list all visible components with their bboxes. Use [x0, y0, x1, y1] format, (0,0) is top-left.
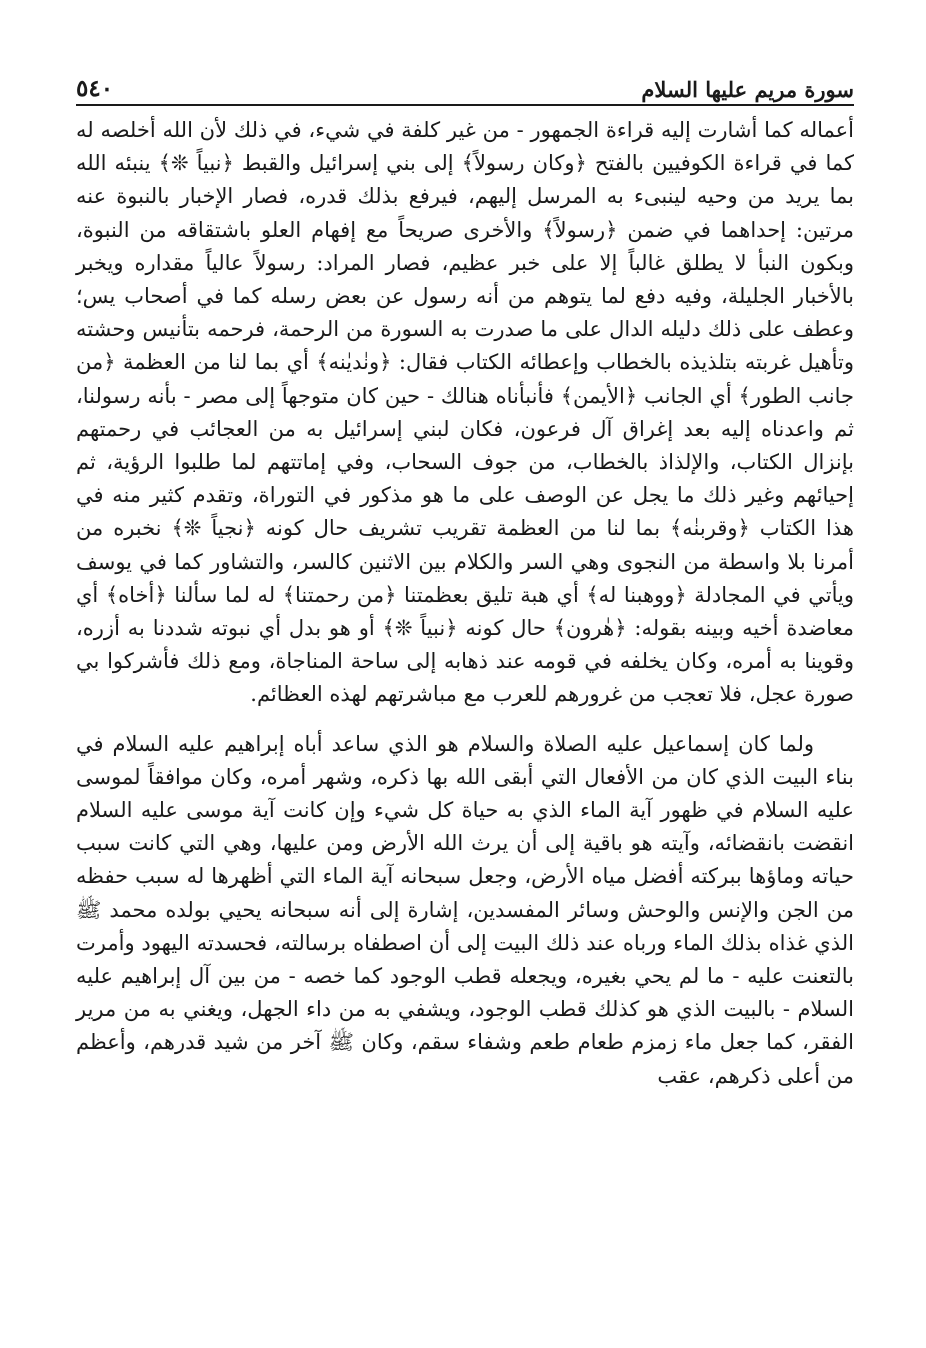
paragraph-2: ولما كان إسماعيل عليه الصلاة والسلام هو الذي ساعد أباه إبراهيم عليه السلام في بناء البيت الذي كان من الأفعال التي أبقى الله بها ذكره، وشهر أمره، وكان موافقاً لموسى عليه السلام في ظهور آية الماء الذي به حياة كل شيء وإن كانت آية موسى عليه السلام انقضت بانقضائه، وآيته هو باقية إلى أن يرث الله الأرض ومن عليها، وهي التي كانت سبب حياته وماؤها ببركته أفضل مياه الأرض، وجعل سبحانه آية الماء التي أظهرها له سبب حفظه من الجن والإنس والوحش وسائر المفسدين، إشارة إلى أنه سبحانه يحيي بولده محمد ﷺ الذي غذاه بذلك الماء ورباه عند ذلك البيت إلى أن اصطفاه برسالته، فحسدته اليهود وأمرت بالتعنت عليه - ما لم يحي بغيره، ويجعله قطب الوجود كما خصه - من بين آل إبراهيم عليه السلام - بالبيت الذي هو كذلك قطب الوجود، ويشفي به من داء الجهل، ويغني به من مرير الفقر، كما جعل ماء زمزم طعام طعم وشفاء سقم، وكان ﷺ آخر من شيد قدرهم، وأعظم من أعلى ذكرهم، عقب [76, 731, 854, 1088]
running-header [76, 70, 854, 106]
chapter-title: سورة مريم عليها السلام [641, 77, 854, 102]
paragraph-1: أعماله كما أشارت إليه قراءة الجمهور - من غير كلفة في شيء، في ذلك لأن الله أخلصه له كما في قراءة الكوفيين بالفتح ﴿وكان رسولاً﴾ إلى بني إسرائيل والقبط ﴿نبياً ❊﴾ ينبئه الله بما يريد من وحيه لينبىء به المرسل إليهم، فيرفع بذلك قدره، فصار الإخبار بالنبوة عنه مرتين: إحداهما في ضمن ﴿رسولاً﴾ والأخرى صريحاً مع إفهام العلو باشتقاقه من النبوة، وبكون النبأ لا يطلق غالباً إلا على خبر عظيم، فصار المراد: رسولاً عالياً مقداره ويخبر بالأخبار الجليلة، وفيه دفع لما يتوهم من أنه رسول عن بعض رسله كما في أصحاب يس؛ وعطف على ذلك دليله الدال على ما صدرت به السورة من الرحمة، فرحمه بتأنيس وحشته وتأهيل غربته بتلذيذه بالخطاب وإعطائه الكتاب فقال: ﴿ونٰديٰنه﴾ أي بما لنا من العظمة ﴿من جانب الطور﴾ أي الجانب ﴿الأيمن﴾ فأنبأناه هنالك - حين كان متوجهاً إلى مصر - بأنه رسولنا، ثم واعدناه إليه بعد إغراق آل فرعون، فكان لبني إسرائيل به من العجائب في رحمتهم بإنزال الكتاب، والإلذاذ بالخطاب، من جوف السحاب، وفي إماتتهم لما طلبوا الرؤية، ثم إحيائهم وغير ذلك ما يجل عن الوصف على ما هو مذكور في التوراة، وتقدم كثير منه في هذا الكتاب ﴿وقربنٰه﴾ بما لنا من العظمة تقريب تشريف حال كونه ﴿نجياً ❊﴾ نخبره من أمرنا بلا واسطة من النجوى وهي السر والكلام بين الاثنين كالسر، والتشاور كما في يوسف ويأتي في المجادلة ﴿ووهبنا له﴾ أي هبة تليق بعظمتنا ﴿من رحمتنا﴾ له لما سألنا ﴿أخاه﴾ أي معاضدة أخيه وبينه بقوله: ﴿هٰرون﴾ حال كونه ﴿نبياً ❊﴾ أو هو بدل أي نبوته شددنا به أزره، وقوينا به أمره، وكان يخلفه في قومه عند ذهابه إلى ساحة المناجاة، ومع ذلك فأشركوا بي صورة عجل، فلا تعجب من غرورهم للعرب مع مباشرتهم لهذه العظائم. [76, 118, 854, 707]
page-number: ٥٤٠ [76, 75, 114, 102]
body-text [76, 114, 854, 1093]
book-page [76, 70, 854, 1330]
